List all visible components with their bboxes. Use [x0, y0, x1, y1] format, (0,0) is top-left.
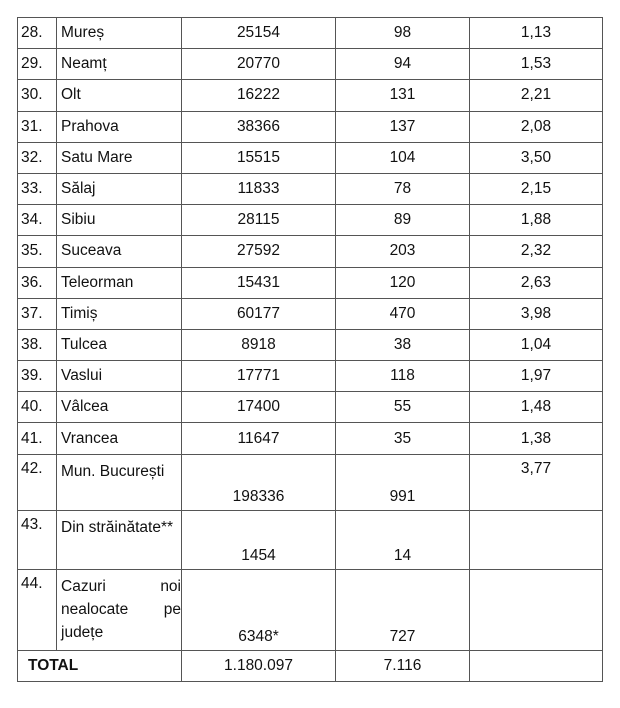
county-name: Mun. București [57, 454, 182, 510]
new-cases-cell: 89 [336, 205, 470, 236]
incidence-cell: 3,77 [470, 454, 603, 510]
total-cases-cell: 15431 [182, 267, 336, 298]
incidence-cell [470, 510, 603, 569]
incidence-cell: 1,48 [470, 392, 603, 423]
county-name: Vâlcea [57, 392, 182, 423]
county-name: Teleorman [57, 267, 182, 298]
county-name: Sălaj [57, 173, 182, 204]
county-name: Satu Mare [57, 142, 182, 173]
row-number: 35. [18, 236, 57, 267]
county-name: Prahova [57, 111, 182, 142]
incidence-cell: 2,21 [470, 80, 603, 111]
total-cases-cell: 60177 [182, 298, 336, 329]
incidence-cell: 1,13 [470, 18, 603, 49]
table-row [18, 142, 603, 173]
row-number: 42. [18, 454, 57, 510]
total-incidence-cell [470, 650, 603, 681]
new-cases-cell: 14 [336, 510, 470, 569]
total-cases-cell: 38366 [182, 111, 336, 142]
total-cases-cell: 17771 [182, 361, 336, 392]
total-cases-cell: 8918 [182, 329, 336, 360]
total-cases-cell: 20770 [182, 49, 336, 80]
table-row [18, 236, 603, 267]
new-cases-cell: 203 [336, 236, 470, 267]
county-name: Vaslui [57, 361, 182, 392]
new-cases-cell: 94 [336, 49, 470, 80]
county-name: Sibiu [57, 205, 182, 236]
row-number: 39. [18, 361, 57, 392]
new-cases-cell: 104 [336, 142, 470, 173]
total-cases-cell: 6348* [182, 569, 336, 650]
county-name: Tulcea [57, 329, 182, 360]
total-cases-cell: 1.180.097 [182, 650, 336, 681]
new-cases-cell: 98 [336, 18, 470, 49]
county-name: Mureș [57, 18, 182, 49]
new-cases-cell: 35 [336, 423, 470, 454]
table-row [18, 205, 603, 236]
table-row [18, 18, 603, 49]
new-cases-cell: 120 [336, 267, 470, 298]
incidence-cell [470, 569, 603, 650]
total-label: TOTAL [18, 650, 182, 681]
total-cases-cell: 17400 [182, 392, 336, 423]
table-row [18, 392, 603, 423]
county-name: Cazuri noi nealocate pe județe [57, 569, 182, 650]
new-cases-cell: 55 [336, 392, 470, 423]
incidence-cell: 2,08 [470, 111, 603, 142]
new-cases-cell: 131 [336, 80, 470, 111]
table-row [18, 329, 603, 360]
row-number: 44. [18, 569, 57, 650]
total-row [18, 650, 603, 681]
row-number: 29. [18, 49, 57, 80]
new-cases-cell: 38 [336, 329, 470, 360]
total-cases-cell: 27592 [182, 236, 336, 267]
table-row [18, 80, 603, 111]
row-number: 43. [18, 510, 57, 569]
total-cases-cell: 11647 [182, 423, 336, 454]
new-cases-cell: 470 [336, 298, 470, 329]
county-name: Olt [57, 80, 182, 111]
total-cases-cell: 1454 [182, 510, 336, 569]
table-row [18, 423, 603, 454]
incidence-cell: 1,53 [470, 49, 603, 80]
table-row-abroad [18, 510, 603, 569]
row-number: 37. [18, 298, 57, 329]
row-number: 28. [18, 18, 57, 49]
total-cases-cell: 16222 [182, 80, 336, 111]
county-name: Timiș [57, 298, 182, 329]
row-number: 34. [18, 205, 57, 236]
incidence-cell: 1,97 [470, 361, 603, 392]
county-name: Din străinătate** [57, 510, 182, 569]
total-cases-cell: 25154 [182, 18, 336, 49]
row-number: 31. [18, 111, 57, 142]
incidence-cell: 1,04 [470, 329, 603, 360]
table-row [18, 49, 603, 80]
county-name: Vrancea [57, 423, 182, 454]
county-cases-table [17, 17, 603, 682]
new-cases-cell: 991 [336, 454, 470, 510]
total-cases-cell: 11833 [182, 173, 336, 204]
incidence-cell: 3,50 [470, 142, 603, 173]
incidence-cell: 3,98 [470, 298, 603, 329]
table-row-bucuresti [18, 454, 603, 510]
row-number: 33. [18, 173, 57, 204]
row-number: 41. [18, 423, 57, 454]
incidence-cell: 1,88 [470, 205, 603, 236]
row-number: 38. [18, 329, 57, 360]
table-row-unallocated [18, 569, 603, 650]
row-number: 32. [18, 142, 57, 173]
table-row [18, 111, 603, 142]
total-cases-cell: 198336 [182, 454, 336, 510]
total-cases-cell: 28115 [182, 205, 336, 236]
row-number: 40. [18, 392, 57, 423]
table-row [18, 361, 603, 392]
total-new-cases-cell: 7.116 [336, 650, 470, 681]
incidence-cell: 1,38 [470, 423, 603, 454]
new-cases-cell: 727 [336, 569, 470, 650]
row-number: 36. [18, 267, 57, 298]
new-cases-cell: 78 [336, 173, 470, 204]
county-name: Neamț [57, 49, 182, 80]
row-number: 30. [18, 80, 57, 111]
table-row [18, 298, 603, 329]
incidence-cell: 2,15 [470, 173, 603, 204]
county-name: Suceava [57, 236, 182, 267]
incidence-cell: 2,63 [470, 267, 603, 298]
incidence-cell: 2,32 [470, 236, 603, 267]
new-cases-cell: 118 [336, 361, 470, 392]
table-row [18, 267, 603, 298]
table-row [18, 173, 603, 204]
new-cases-cell: 137 [336, 111, 470, 142]
total-cases-cell: 15515 [182, 142, 336, 173]
